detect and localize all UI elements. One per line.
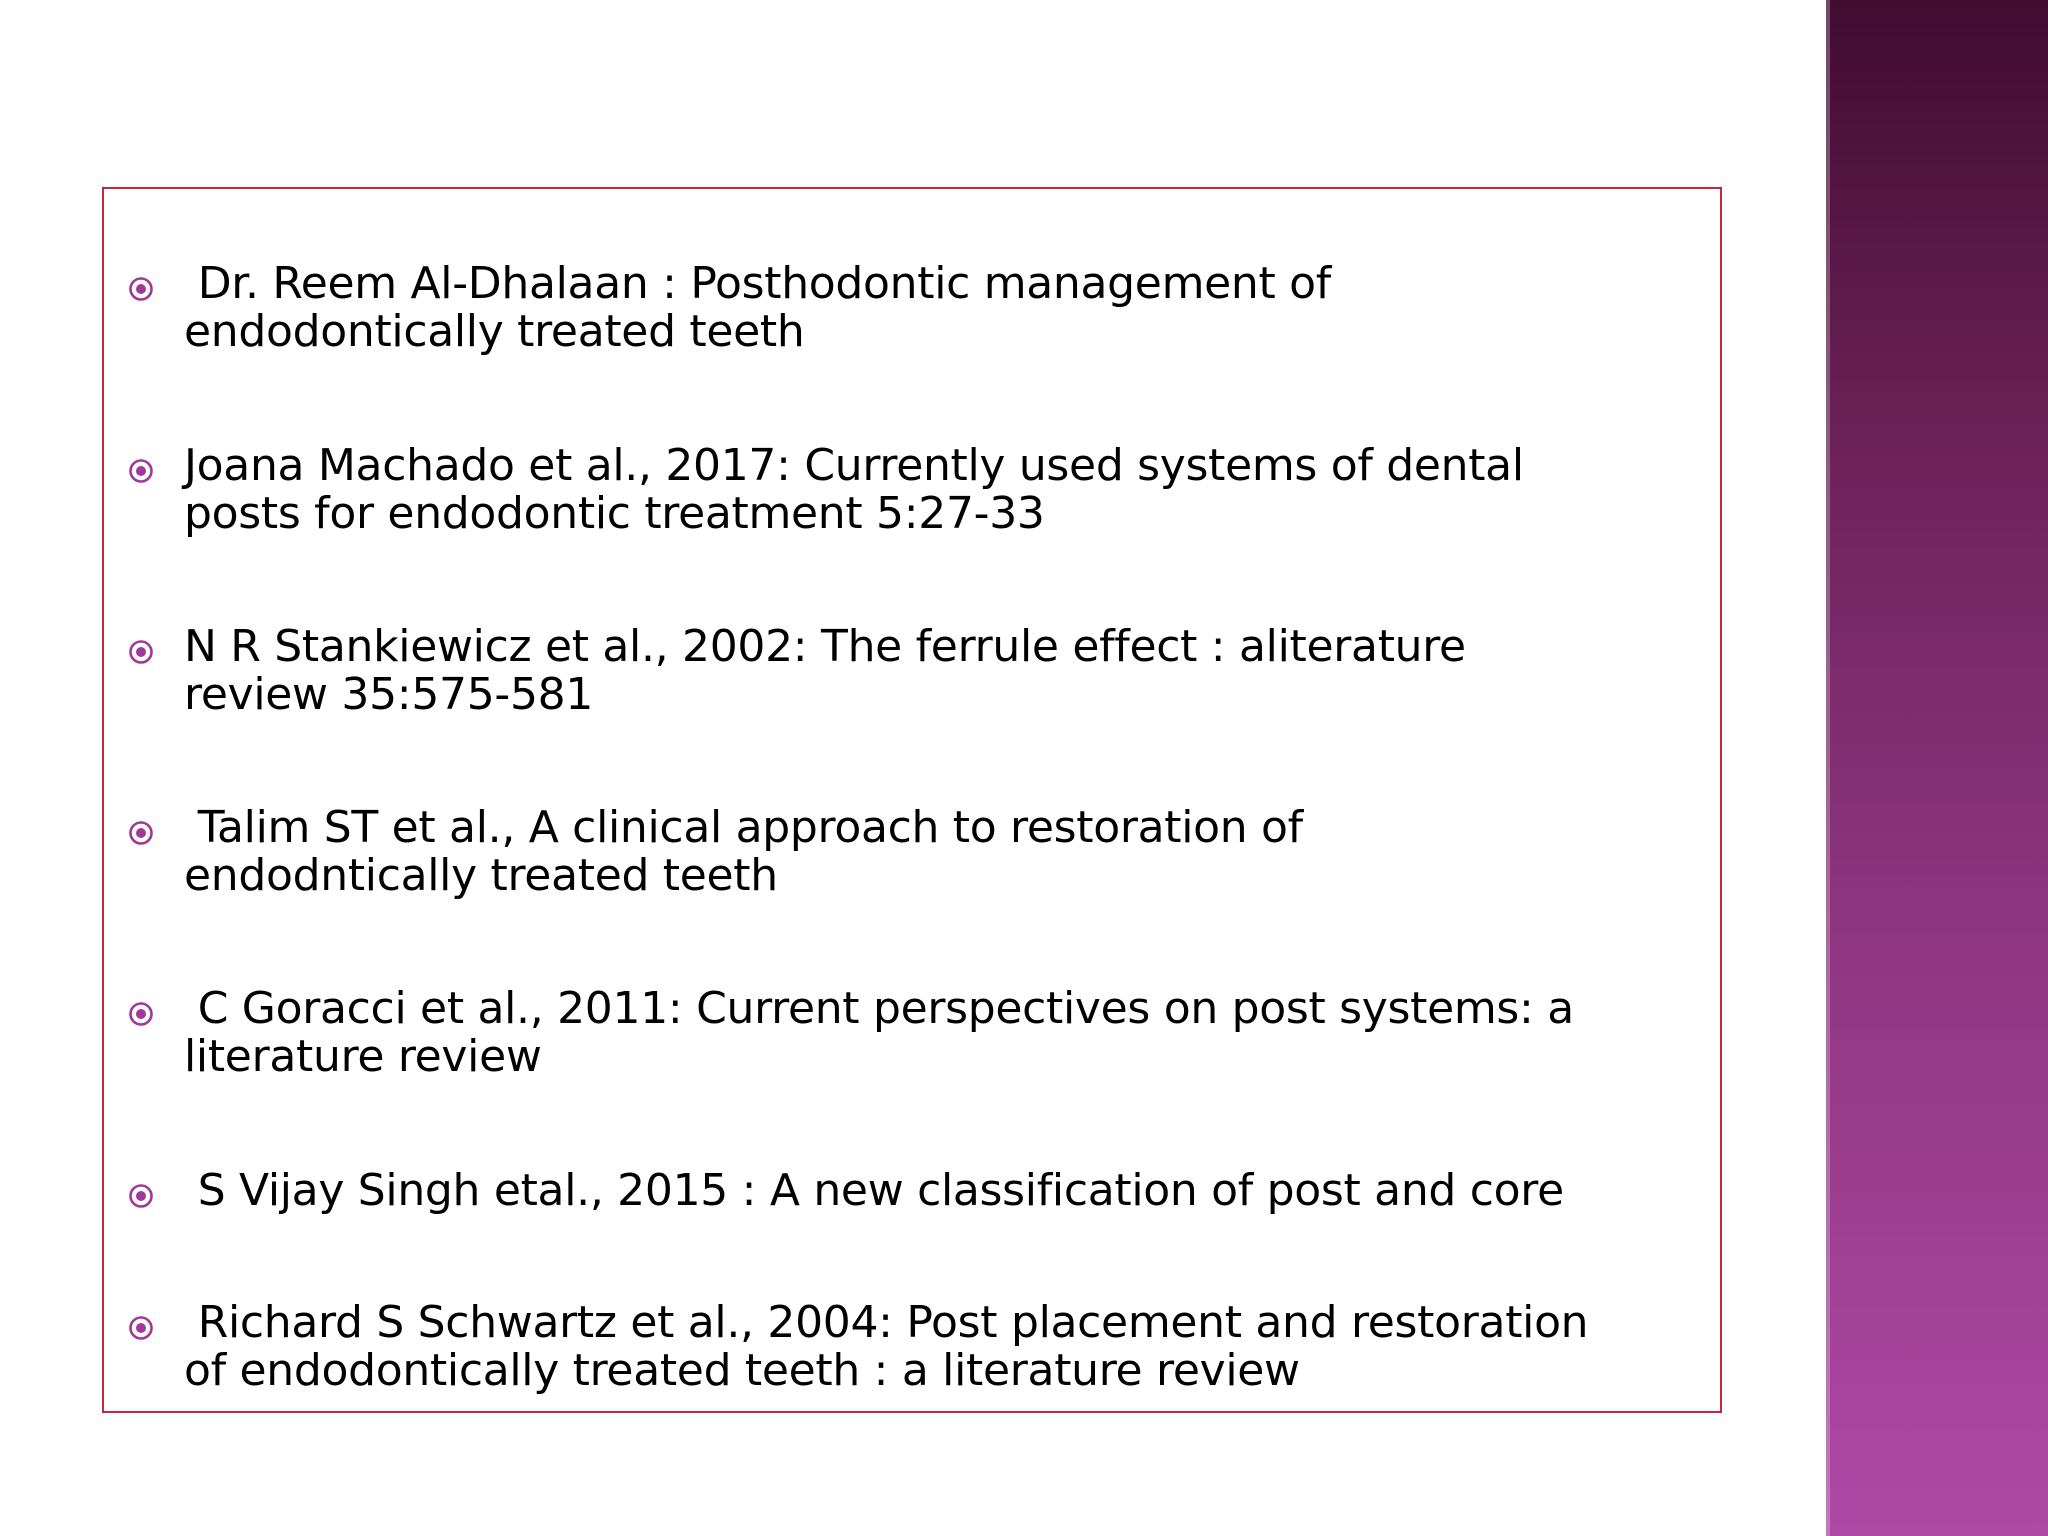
reference-text [184,442,1684,538]
decorative-side-bar [1826,0,2048,1536]
circled-dot-icon [128,639,154,665]
reference-line-2: literature review [184,1031,542,1082]
reference-line-2: review 35:575-581 [184,669,594,720]
reference-line-2: of endodontically treated teeth : a literature review [184,1345,1300,1396]
reference-line-1: Richard S Schwartz et al., 2004: Post placement and restoration [184,1297,1589,1348]
reference-text [184,985,1684,1081]
reference-line-2: endodontically treated teeth [184,306,805,357]
reference-item [104,985,1724,1105]
reference-item [104,623,1724,743]
reference-line-1: C Goracci et al., 2011: Current perspectives on post systems: a [184,983,1574,1034]
references-box [102,187,1722,1413]
reference-line-1: S Vijay Singh etal., 2015 : A new classification of post and core [184,1165,1564,1216]
reference-item [104,260,1724,380]
reference-text [184,804,1684,900]
circled-dot-icon [128,458,154,484]
circled-dot-icon [128,1001,154,1027]
reference-line-2: posts for endodontic treatment 5:27-33 [184,488,1045,539]
reference-line-2: endodntically treated teeth [184,850,778,901]
circled-dot-icon [128,1183,154,1209]
circled-dot-icon [128,1315,154,1341]
reference-text [184,260,1684,356]
reference-line-1: Dr. Reem Al-Dhalaan : Posthodontic management of [184,258,1331,309]
reference-text [184,1299,1684,1395]
reference-line-1: N R Stankiewicz et al., 2002: The ferrule effect : aliterature [184,621,1466,672]
reference-item [104,442,1724,562]
reference-item [104,1299,1724,1419]
reference-item [104,1167,1724,1287]
reference-text [184,623,1684,719]
circled-dot-icon [128,276,154,302]
reference-item [104,804,1724,924]
reference-line-1: Joana Machado et al., 2017: Currently used systems of dental [184,440,1524,491]
reference-line-1: Talim ST et al., A clinical approach to restoration of [184,802,1303,853]
reference-text [184,1167,1684,1215]
circled-dot-icon [128,820,154,846]
